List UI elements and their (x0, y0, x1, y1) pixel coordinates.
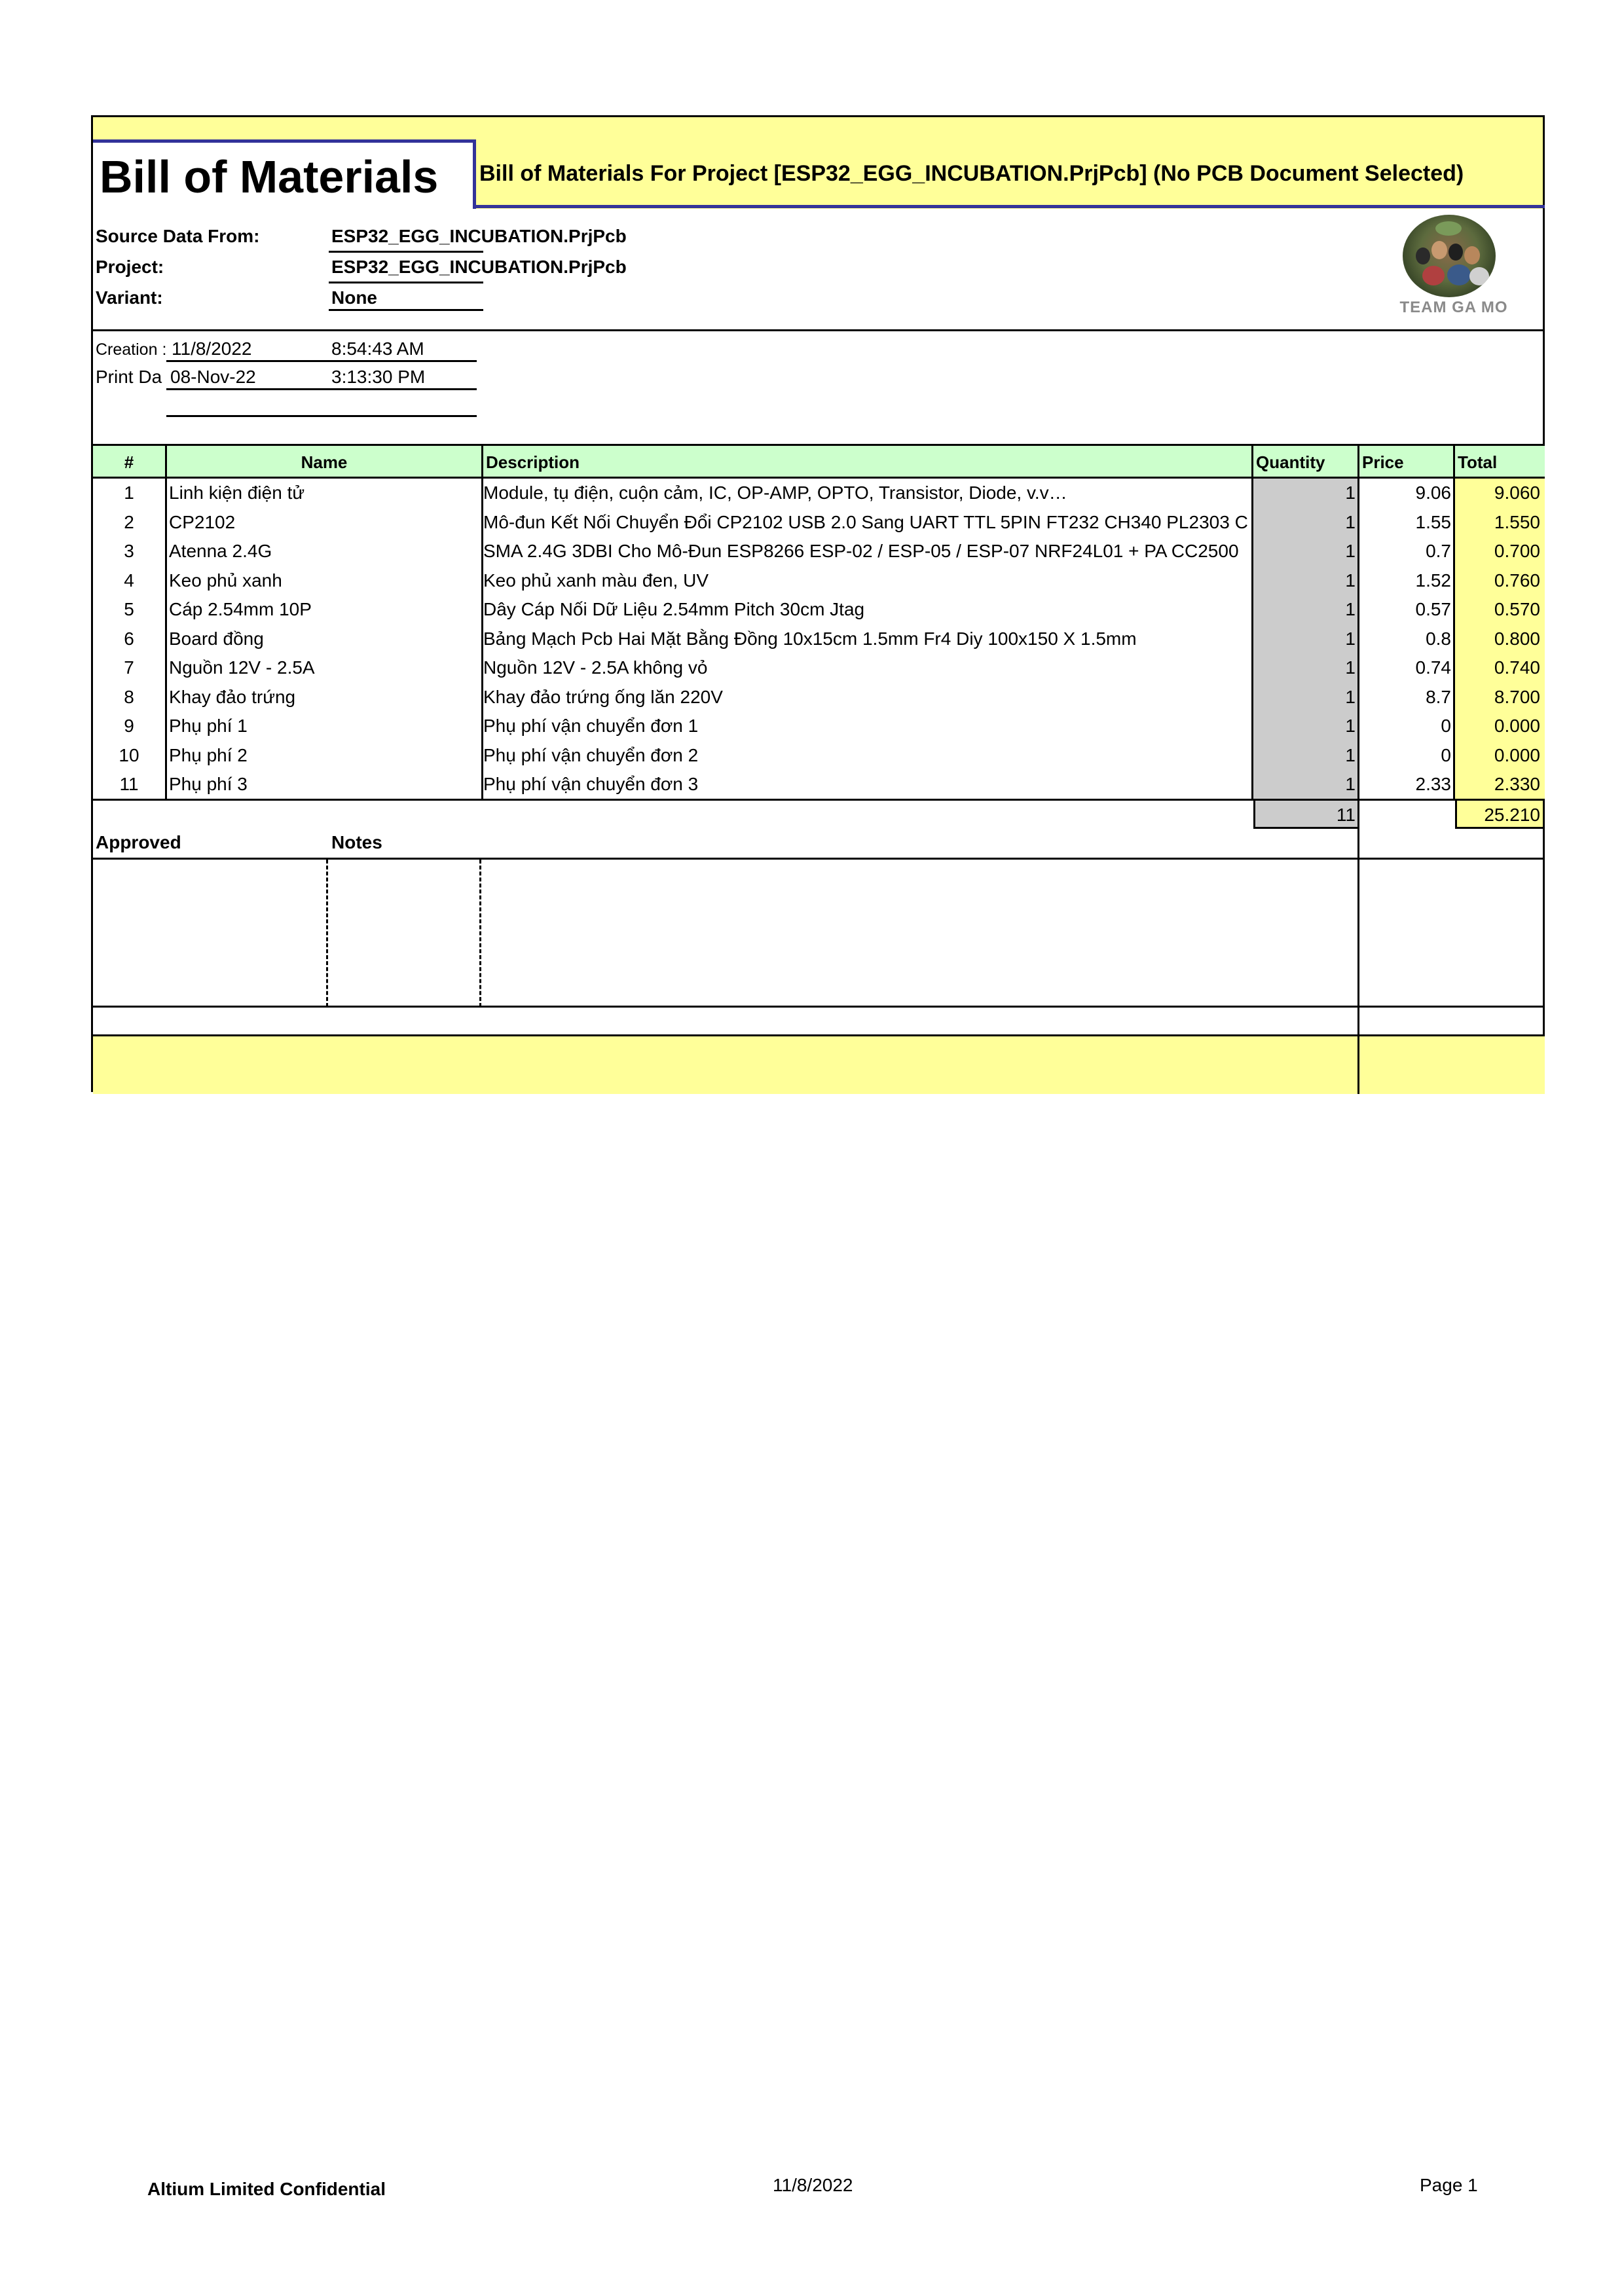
col-header-description: Description (483, 446, 1251, 479)
row-name: Phụ phí 1 (169, 716, 248, 736)
variant-value: None (331, 287, 377, 308)
row-description: Mô-đun Kết Nối Chuyển Đổi CP2102 USB 2.0 Sang UART TTL 5PIN FT232 CH340 PL2303 C (483, 511, 1248, 532)
row-num: 8 (124, 686, 134, 707)
row-quantity: 1 (1345, 570, 1356, 591)
row-description: Module, tụ điện, cuộn cảm, IC, OP-AMP, OPTO, Transistor, Diode, v.v… (483, 483, 1067, 503)
row-total: 2.330 (1494, 774, 1540, 794)
creation-date: 11/8/2022 (172, 338, 252, 359)
team-logo (1399, 215, 1508, 316)
row-name: Phụ phí 3 (169, 774, 248, 794)
row-price: 2.33 (1415, 774, 1451, 794)
logo-text: TEAM GA MO (1399, 299, 1508, 316)
row-name: Keo phủ xanh (169, 570, 282, 591)
row-quantity: 1 (1345, 599, 1356, 619)
total-sum: 25.210 (1484, 805, 1540, 825)
divider (93, 858, 1545, 860)
divider (93, 1006, 1545, 1008)
footer-page: Page 1 (1420, 2175, 1478, 2195)
col-divider (1357, 1006, 1359, 1094)
table-row (93, 595, 1545, 625)
row-quantity: 1 (1345, 716, 1356, 736)
table-row (93, 566, 1545, 596)
row-name: CP2102 (169, 511, 236, 532)
row-quantity: 1 (1345, 483, 1356, 503)
row-quantity: 1 (1345, 541, 1356, 561)
row-total: 9.060 (1494, 483, 1540, 503)
dashed-divider (326, 860, 328, 1007)
title-box (93, 139, 476, 209)
row-quantity: 1 (1345, 628, 1356, 649)
source-label: Source Data From: (96, 226, 260, 246)
row-description: Dây Cáp Nối Dữ Liệu 2.54mm Pitch 30cm Jtag (483, 599, 865, 619)
print-label: Print Da (96, 367, 162, 387)
row-description: Bảng Mạch Pcb Hai Mặt Bằng Đồng 10x15cm 1.5mm Fr4 Diy 100x150 X 1.5mm (483, 628, 1137, 649)
row-num: 6 (124, 628, 134, 649)
row-num: 1 (124, 483, 134, 503)
row-name: Cáp 2.54mm 10P (169, 599, 312, 619)
notes-label: Notes (331, 832, 382, 852)
table-row (93, 653, 1545, 683)
row-name: Nguồn 12V - 2.5A (169, 657, 315, 678)
row-total: 0.700 (1494, 541, 1540, 561)
row-price: 8.7 (1426, 686, 1451, 707)
row-total: 0.000 (1494, 716, 1540, 736)
row-quantity: 1 (1345, 511, 1356, 532)
project-label: Project: (96, 257, 164, 277)
footer-confidential: Altium Limited Confidential (147, 2179, 386, 2199)
row-description: Phụ phí vận chuyển đơn 1 (483, 716, 699, 736)
row-name: Linh kiện điện tử (169, 483, 305, 503)
row-name: Phụ phí 2 (169, 744, 248, 765)
row-quantity: 1 (1345, 686, 1356, 707)
row-price: 1.52 (1415, 570, 1451, 591)
row-num: 9 (124, 716, 134, 736)
project-underline (329, 282, 483, 283)
project-value: ESP32_EGG_INCUBATION.PrjPcb (331, 257, 627, 277)
table-row (93, 683, 1545, 712)
creation-label: Creation : (96, 340, 167, 359)
row-num: 7 (124, 657, 134, 678)
row-total: 0.800 (1494, 628, 1540, 649)
print-underline (166, 388, 477, 390)
row-price: 0.74 (1415, 657, 1451, 678)
row-description: Phụ phí vận chuyển đơn 2 (483, 744, 699, 765)
row-num: 11 (119, 774, 139, 794)
dashed-divider (479, 860, 481, 1007)
row-description: SMA 2.4G 3DBI Cho Mô-Đun ESP8266 ESP-02 / ESP-05 / ESP-07 NRF24L01 + PA CC2500 (483, 541, 1239, 561)
row-num: 3 (124, 541, 134, 561)
table-row (93, 770, 1545, 799)
source-value: ESP32_EGG_INCUBATION.PrjPcb (331, 226, 627, 246)
row-price: 0 (1441, 744, 1451, 765)
row-total: 0.760 (1494, 570, 1540, 591)
variant-label: Variant: (96, 287, 163, 308)
row-description: Phụ phí vận chuyển đơn 3 (483, 774, 699, 794)
table-row (93, 625, 1545, 654)
row-total: 0.000 (1494, 744, 1540, 765)
row-total: 0.740 (1494, 657, 1540, 678)
creation-underline (166, 360, 477, 362)
col-header-price: Price (1359, 446, 1453, 479)
col-header-total: Total (1455, 446, 1545, 479)
row-num: 10 (119, 744, 139, 765)
footer-band (93, 1036, 1545, 1094)
row-num: 2 (124, 511, 134, 532)
row-price: 0 (1441, 716, 1451, 736)
row-description: Keo phủ xanh màu đen, UV (483, 570, 709, 591)
row-total: 8.700 (1494, 686, 1540, 707)
variant-underline (329, 309, 483, 311)
row-quantity: 1 (1345, 744, 1356, 765)
source-underline (329, 251, 483, 253)
row-price: 0.57 (1415, 599, 1451, 619)
row-description: Khay đảo trứng ống lăn 220V (483, 686, 723, 707)
row-price: 0.8 (1426, 628, 1451, 649)
row-description: Nguồn 12V - 2.5A không vỏ (483, 657, 708, 678)
row-total: 0.570 (1494, 599, 1540, 619)
team-photo-icon (1403, 215, 1496, 297)
col-header-num: # (93, 446, 165, 479)
blank-underline (166, 415, 477, 417)
row-quantity: 1 (1345, 657, 1356, 678)
creation-time: 8:54:43 AM (331, 338, 424, 359)
quantity-sum: 11 (1336, 805, 1356, 825)
table-row (93, 741, 1545, 771)
row-quantity: 1 (1345, 774, 1356, 794)
divider (93, 329, 1545, 331)
print-date: 08-Nov-22 (170, 367, 256, 387)
print-time: 3:13:30 PM (331, 367, 426, 387)
row-name: Board đồng (169, 628, 264, 649)
table-row (93, 537, 1545, 566)
row-total: 1.550 (1494, 511, 1540, 532)
row-price: 0.7 (1426, 541, 1451, 561)
divider (93, 1034, 1545, 1036)
row-name: Atenna 2.4G (169, 541, 272, 561)
page-title: Bill of Materials (100, 151, 439, 202)
bom-sheet (91, 115, 1545, 1092)
approved-label: Approved (96, 832, 181, 852)
row-price: 9.06 (1415, 483, 1451, 503)
col-header-quantity: Quantity (1253, 446, 1357, 479)
row-num: 4 (124, 570, 134, 591)
col-header-name: Name (167, 446, 481, 479)
row-price: 1.55 (1415, 511, 1451, 532)
row-num: 5 (124, 599, 134, 619)
row-name: Khay đảo trứng (169, 686, 296, 707)
table-row (93, 712, 1545, 741)
table-row (93, 508, 1545, 538)
header-underline (476, 205, 1545, 208)
page-subtitle: Bill of Materials For Project [ESP32_EGG_INCUBATION.PrjPcb] (No PCB Document Selected) (479, 161, 1464, 186)
footer-date: 11/8/2022 (773, 2175, 853, 2195)
table-row (93, 479, 1545, 508)
